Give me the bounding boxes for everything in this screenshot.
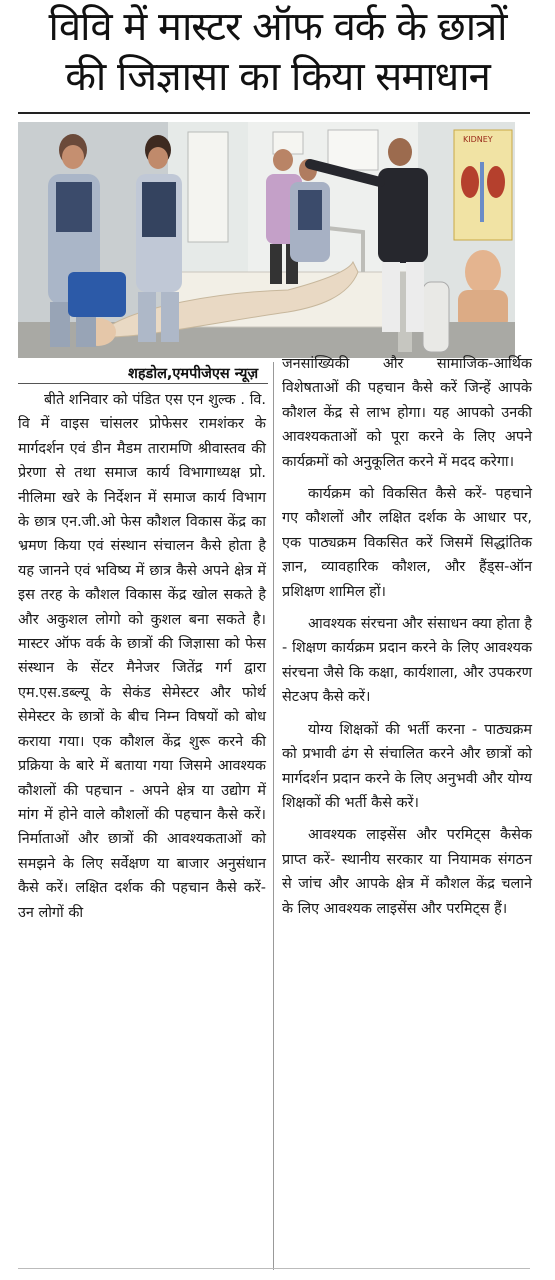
article-paragraph: आवश्यक लाइसेंस और परमिट्स कैसेक प्राप्त करें- स्थानीय सरकार या नियामक संगठन से जांच और आपके क्षेत्र में कौशल केंद्र चलाने के लिए आवश्यक लाइसेंस और परमिट्स हैं। [282,827,532,917]
article-paragraph: आवश्यक संरचना और संसाधन क्या होता है - शिक्षण कार्यक्रम प्रदान करने के लिए आवश्यक संरचना जैसे कि कक्षा, कार्यशाला, और उपकरण सेटअप कैसे करें। [282,616,532,706]
article-paragraph: जनसांख्यिकी और सामाजिक-आर्थिक विशेषताओं की पहचान कैसे करें जिन्हें आपके कौशल केंद्र से लाभ होगा। यह आपको उनकी आवश्यकताओं को पूरा करने के लिए अपने कार्यक्रमों को अनुकूलित करने में मदद करेगा। [282,356,532,470]
headline [8,2,547,102]
article-paragraph: बीते शनिवार को पंडित एस एन शुल्क . वि. वि में वाइस चांसलर प्रोफेसर रामशंकर के मार्गदर्शन एवं डीन मैडम तारामणि श्रीवास्तव की प्रेरणा से तथा समाज कार्य विभागाध्यक्ष प्रो. नीलिमा खरे के निर्देशन में समाज कार्य विभाग के छात्र एन.जी.ओ फेस कौशल विकास केंद्र का भ्रमण किया एवं संस्थान संचालन कैसे होता है यह जानने एवं भविष्य में छात्र कैसे अपने क्षेत्र में इस तरह के कौशल विकास केंद्र खोल सकते है और अकुशल लोगो को कुशल बना सकते है। मास्टर ऑफ वर्क के छात्रों की जिज्ञासा को फेस संस्थान के सेंटर मैनेजर जितेंद्र गर्ग द्वारा एम.एस.डब्ल्यू के सेकंड सेमेस्टर और फोर्थ सेमेस्टर के छात्रों के बीच निम्न विषयों को बोध कराया गया। एक कौशल केंद्र शुरू करने की प्रक्रिया के बारे में बताया गया जिसमे आवश्यक कौशलों की पहचान - अपने क्षेत्र या उद्योग में मांग में होने वाले कौशलों की पहचान कैसे करें। निर्माताओं और छात्रों की आवश्यकताओं को समझने के लिए सर्वेक्षण या बाजार अनुसंधान कैसे करें। लक्षित दर्शक की पहचान कैसे करें- उन लोगों की [18,392,266,921]
bottom-rule [18,1268,530,1269]
article-paragraph: योग्य शिक्षकों की भर्ती करना - पाठ्यक्रम को प्रभावी ढंग से संचालित करने और छात्रों को मार्गदर्शन प्रदान करने के लिए अनुभवी और योग्य शिक्षकों की भर्ती कैसे करें। [282,721,532,811]
dateline-rule [18,383,268,384]
article-column-right [282,352,532,921]
classroom-photo-illustration [18,122,515,358]
headline-rule [18,112,530,114]
kidney-poster-title: KIDNEY [463,135,493,144]
headline-line-1: विवि में मास्टर ऑफ वर्क के छात्रों [48,4,507,50]
dateline: शहडोल,एमपीजेएस न्यूज़ [128,366,259,382]
column-divider [273,362,274,1270]
article-column-left [18,388,266,925]
article-paragraph: कार्यक्रम को विकसित कैसे करें- पहचाने गए कौशलों और लक्षित दर्शक के आधार पर, एक पाठ्यक्रम विकसित करें जिसमें सिद्धांतिक ज्ञान, व्यावहारिक कौशल, और हैंड्स-ऑन प्रशिक्षण शामिल हों। [282,486,532,600]
headline-line-2: की जिज्ञासा का किया समाधान [65,54,490,100]
kidney-poster [454,130,512,240]
news-photo [18,122,515,358]
